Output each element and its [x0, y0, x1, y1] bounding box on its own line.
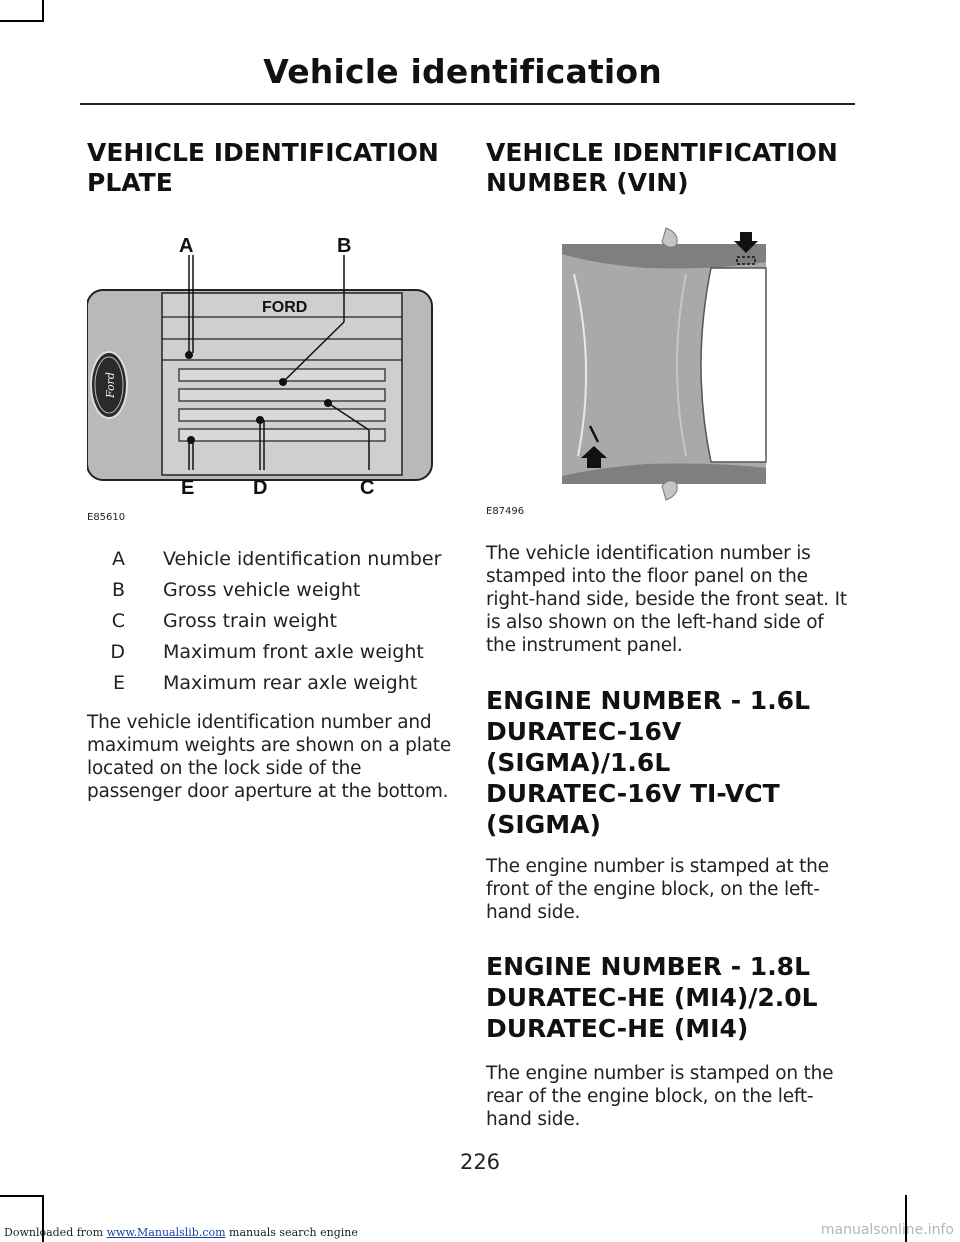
- legend-row: C Gross train weight: [111, 610, 337, 632]
- left-column: [87, 138, 457, 803]
- plate-brand-text: FORD: [262, 299, 308, 316]
- callout-e: E: [181, 477, 195, 499]
- engine-number-18-paragraph: The engine number is stamped on the rear of the engine block, on the left-hand side.: [486, 1063, 834, 1130]
- car-top-view-illustration: [486, 224, 856, 504]
- engine-number-18-heading: ENGINE NUMBER - 1.8L DURATEC-HE (MI4)/2.0L DURATEC-HE (MI4): [486, 952, 818, 1043]
- crop-mark: [42, 0, 44, 22]
- callout-b: B: [337, 235, 352, 257]
- plate-figure-id: E85610: [87, 512, 126, 523]
- title-divider: [80, 103, 855, 105]
- vin-figure-id: E87496: [486, 506, 525, 517]
- vin-figure: [486, 224, 856, 524]
- callout-a: A: [179, 235, 194, 257]
- callout-c: C: [360, 477, 375, 499]
- car-windscreen: [701, 268, 766, 462]
- plate-legend: [85, 544, 457, 699]
- watermark: manualsonline.info: [820, 1222, 954, 1238]
- vin-heading: VEHICLE IDENTIFICATION NUMBER (VIN): [486, 138, 838, 197]
- engine-number-16-paragraph: The engine number is stamped at the front of the engine block, on the left-hand side.: [486, 856, 829, 923]
- ford-logo-text: Ford: [104, 372, 117, 398]
- legend-row: B Gross vehicle weight: [111, 579, 361, 601]
- crop-mark: [0, 1195, 44, 1197]
- plate-illustration: [87, 220, 437, 510]
- plate-paragraph: The vehicle identification number and maximum weights are shown on a plate located on the lock side of the passenger door aperture at the bottom.: [87, 712, 452, 802]
- legend-row: A Vehicle identification number: [112, 548, 442, 570]
- crop-mark: [0, 20, 44, 22]
- page-title: Vehicle identification: [263, 52, 662, 91]
- plate-figure: [87, 220, 437, 523]
- manualslib-link[interactable]: www.Manualslib.com: [106, 1226, 226, 1239]
- callout-d: D: [253, 477, 268, 499]
- vin-paragraph: The vehicle identification number is stamped into the floor panel on the right-hand side, beside the front seat. It is also shown on the left-hand side of the instrument panel.: [486, 543, 847, 656]
- plate-heading: VEHICLE IDENTIFICATION PLATE: [87, 138, 439, 197]
- page-number: 226: [459, 1150, 501, 1174]
- legend-row: D Maximum front axle weight: [110, 641, 424, 663]
- legend-row: E Maximum rear axle weight: [112, 672, 418, 694]
- right-column: [486, 138, 858, 1131]
- download-footer: Downloaded from www.Manualslib.com manuals search engine: [4, 1226, 358, 1239]
- engine-number-16-heading: ENGINE NUMBER - 1.6L DURATEC-16V (SIGMA)/1.6L DURATEC-16V TI-VCT (SIGMA): [486, 686, 811, 839]
